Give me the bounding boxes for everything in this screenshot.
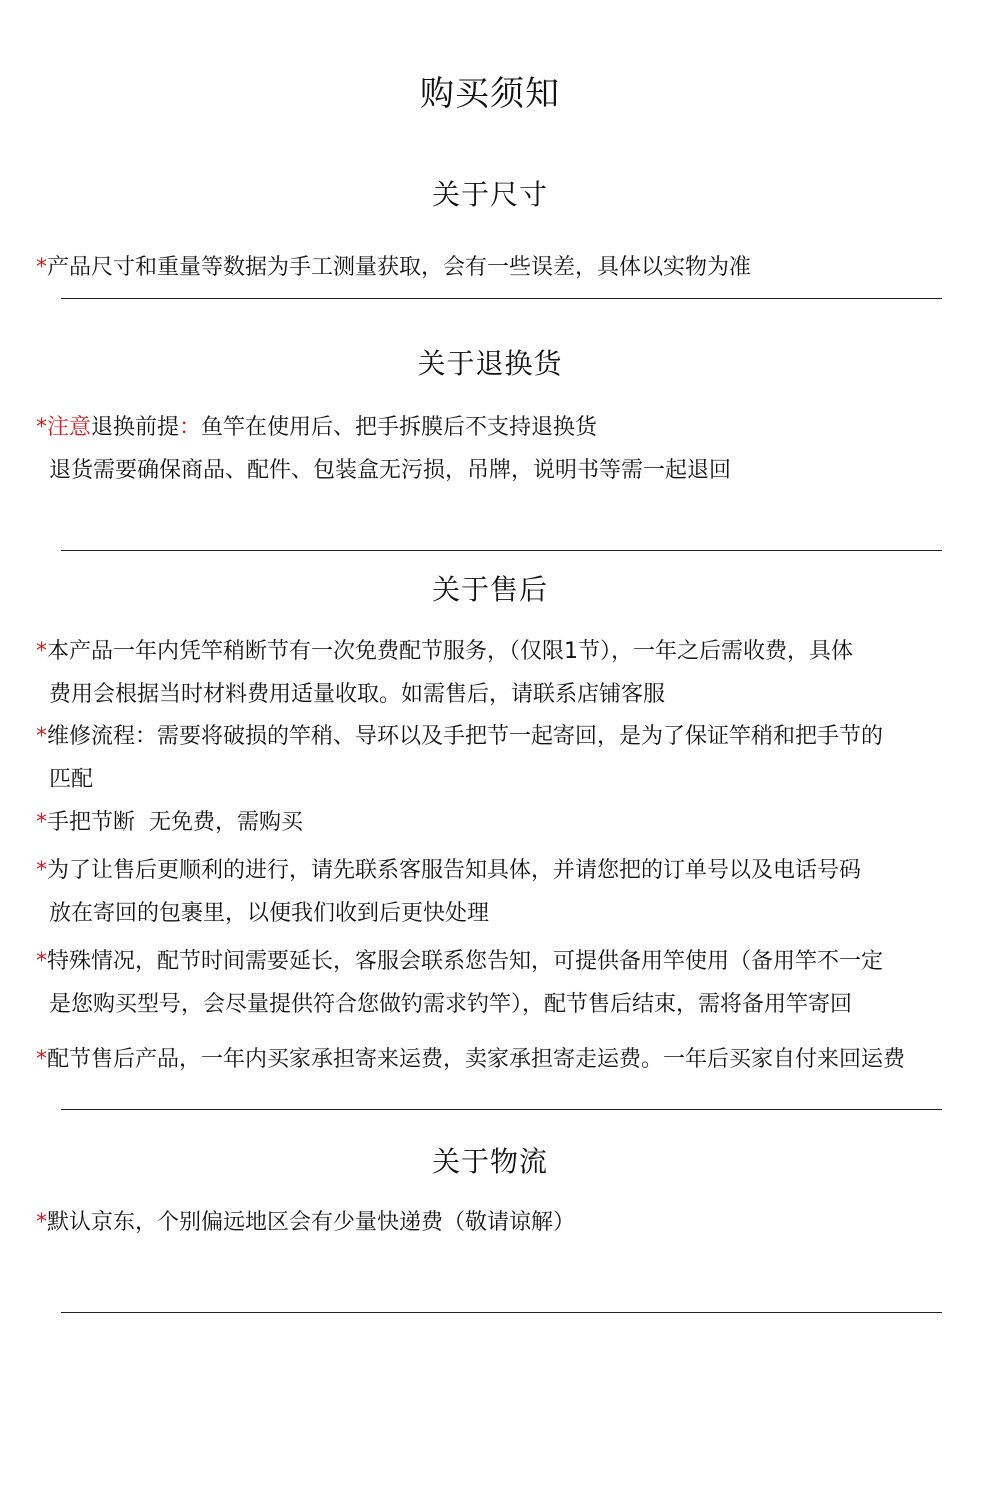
after-sales-item-5-text: 特殊情况，配节时间需要延长，客服会联系您告知，可提供备用竿使用（备用竿不一定: [47, 949, 884, 974]
returns-note-1: [36, 414, 597, 442]
after-sales-item-4-text: 为了让售后更顺利的进行，请先联系客服告知具体，并请您把的订单号以及电话号码: [47, 858, 862, 883]
section-heading-size: 关于尺寸: [431, 178, 548, 211]
after-sales-item-4: [36, 857, 861, 885]
after-sales-item-1: [36, 638, 853, 666]
after-sales-item-6: [36, 1046, 905, 1074]
after-sales-item-5: [36, 948, 883, 976]
star-marker: *: [36, 255, 47, 280]
logistics-note-text: 默认京东，个别偏远地区会有少量快递费（敬请谅解）: [47, 1210, 576, 1235]
logistics-note: [36, 1209, 575, 1237]
after-sales-item-1-cont: 费用会根据当时材料费用适量收取。如需售后，请联系店铺客服: [49, 682, 666, 707]
divider-1: [61, 298, 942, 299]
returns-premise-text: 鱼竿在使用后、把手拆膜后不支持退换货: [201, 415, 598, 440]
returns-premise-label: 退换前提: [91, 415, 180, 440]
star-marker: *: [36, 639, 47, 664]
notice-label: 注意: [47, 415, 92, 440]
page-title: 购买须知: [420, 74, 560, 114]
after-sales-item-2-cont: 匹配: [49, 767, 94, 792]
after-sales-item-3: [36, 809, 303, 837]
after-sales-item-6-text: 配节售后产品，一年内买家承担寄来运费，卖家承担寄走运费。一年后买家自付来回运费: [47, 1047, 906, 1072]
after-sales-item-2-text: 维修流程：需要将破损的竿稍、导环以及手把节一起寄回，是为了保证竿稍和把手节的: [47, 724, 884, 749]
after-sales-item-3-text: 手把节断 无免费，需购买: [47, 810, 303, 835]
after-sales-item-4-cont: 放在寄回的包裹里，以便我们收到后更快处理: [49, 901, 490, 926]
after-sales-item-1-text: 本产品一年内凭竿稍断节有一次免费配节服务，（仅限1节），一年之后需收费，具体: [47, 639, 853, 664]
after-sales-item-2: [36, 723, 883, 751]
divider-2: [61, 550, 942, 551]
after-sales-item-5-cont: 是您购买型号，会尽量提供符合您做钓需求钓竿），配节售后结束，需将备用竿寄回: [49, 992, 853, 1017]
divider-3: [61, 1109, 942, 1110]
section-heading-after-sales: 关于售后: [431, 573, 548, 606]
star-marker: *: [36, 724, 47, 749]
star-marker: *: [36, 858, 47, 883]
star-marker: *: [36, 810, 47, 835]
size-note-text: 产品尺寸和重量等数据为手工测量获取，会有一些误差，具体以实物为准: [47, 255, 752, 280]
returns-colon: ：: [179, 415, 202, 440]
star-marker: *: [36, 415, 47, 440]
section-heading-returns: 关于退换货: [417, 347, 563, 380]
star-marker: *: [36, 1047, 47, 1072]
star-marker: *: [36, 1210, 47, 1235]
returns-note-2: 退货需要确保商品、配件、包装盒无污损，吊牌，说明书等需一起退回: [49, 458, 732, 483]
size-note: [36, 254, 751, 282]
section-heading-logistics: 关于物流: [431, 1145, 548, 1178]
divider-4: [61, 1312, 942, 1313]
star-marker: *: [36, 949, 47, 974]
